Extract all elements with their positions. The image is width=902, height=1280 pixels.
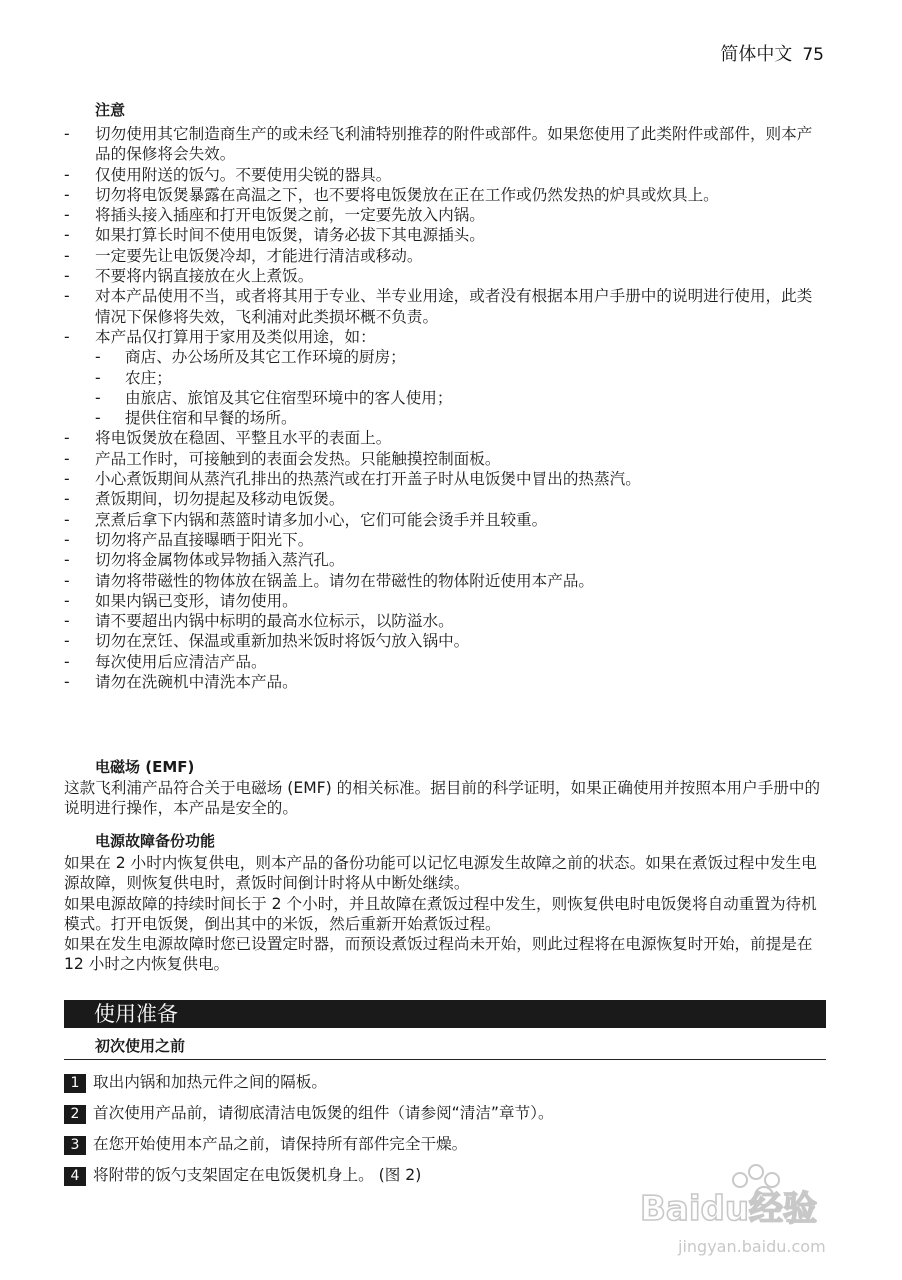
bullet-dash: -: [64, 632, 70, 651]
section-title-bar: [64, 1000, 826, 1028]
bullet-dash: -: [64, 226, 70, 245]
list-item: [64, 571, 824, 591]
bullet-dash: -: [64, 571, 70, 590]
step-number: 3: [64, 1136, 86, 1155]
list-item: [64, 449, 824, 469]
step-2: [64, 1102, 824, 1124]
emf-paragraph: 这款飞利浦产品符合关于电磁场 (EMF) 的相关标准。据目前的科学证明，如果正确使用并按照本用户手册中的说明进行操作，本产品是安全的。: [64, 779, 821, 818]
section-rule: [64, 1059, 826, 1060]
backup-paragraph-3: 如果在发生电源故障时您已设置定时器，而预设煮饭过程尚未开始，则此过程将在电源恢复时开始，前提是在 12 小时之内恢复供电。: [64, 935, 813, 974]
bullet-dash: -: [64, 327, 70, 346]
bullet-dash: -: [95, 388, 101, 407]
sub-list-item: [64, 368, 824, 388]
list-item-text: 小心煮饭期间从蒸汽孔排出的热蒸汽或在打开盖子时从电饭煲中冒出的热蒸汽。: [95, 470, 641, 489]
bullet-dash: -: [64, 429, 70, 448]
list-item: [64, 631, 824, 651]
list-item-text: 如果打算长时间不使用电饭煲，请务必拔下其电源插头。: [95, 226, 485, 245]
bullet-dash: -: [64, 673, 70, 692]
bullet-dash: -: [64, 246, 70, 265]
list-item: [64, 165, 824, 185]
list-item-text: 对本产品使用不当，或者将其用于专业、半专业用途，或者没有根据本用户手册中的说明进行使用，此类情况下保修将失效，飞利浦对此类损坏概不负责。: [95, 287, 813, 326]
watermark-brand: Baidu经验: [640, 1189, 818, 1229]
list-item-text: 每次使用后应清洁产品。: [95, 652, 267, 671]
section-subtitle: 初次使用之前: [95, 1037, 186, 1055]
sub-list-item: [64, 388, 824, 408]
list-item: [64, 185, 824, 205]
bullet-dash: -: [64, 612, 70, 631]
emf-body: [64, 778, 828, 819]
list-item: [64, 266, 824, 286]
list-item-text: 一定要先让电饭煲冷却，才能进行清洁或移动。: [95, 246, 423, 265]
list-item: [64, 428, 824, 448]
step-text: 在您开始使用本产品之前，请保持所有部件完全干燥。: [93, 1135, 468, 1153]
list-item: [64, 510, 824, 530]
list-item: [64, 469, 824, 489]
step-text: 将附带的饭勺支架固定在电饭煲机身上。 (图 2): [93, 1166, 422, 1184]
list-item-text: 提供住宿和早餐的场所。: [125, 409, 297, 428]
bullet-dash: -: [95, 368, 101, 387]
page-number: 75: [802, 45, 824, 65]
list-item-text: 切勿将产品直接曝晒于阳光下。: [95, 530, 314, 549]
step-text: 取出内锅和加热元件之间的隔板。: [93, 1073, 327, 1091]
bullet-dash: -: [64, 510, 70, 529]
watermark-logo: [640, 1158, 850, 1258]
list-item: [64, 489, 824, 509]
list-item: [64, 286, 824, 327]
list-item-text: 将插头接入插座和打开电饭煲之前，一定要先放入内锅。: [95, 206, 485, 225]
notice-heading: 注意: [95, 101, 126, 119]
step-number: 2: [64, 1105, 86, 1124]
list-item: [64, 205, 824, 225]
watermark-url: jingyan.baidu.com: [678, 1237, 826, 1256]
list-item-text: 切勿将电饭煲暴露在高温之下，也不要将电饭煲放在正在工作或仍然发热的炉具或炊具上。: [95, 185, 719, 204]
page-header: [720, 40, 824, 66]
list-item-text: 请勿在洗碗机中清洗本产品。: [95, 673, 298, 692]
list-item: [64, 591, 824, 611]
list-item: [64, 124, 824, 165]
backup-paragraph-1: 如果在 2 小时内恢复供电，则本产品的备份功能可以记忆电源发生故障之前的状态。如果在煮饭过程中发生电源故障，则恢复供电时，煮饭时间倒计时将从中断处继续。: [64, 854, 817, 893]
bullet-dash: -: [64, 470, 70, 489]
list-item-text: 切勿将金属物体或异物插入蒸汽孔。: [95, 551, 345, 570]
language-label: 简体中文: [720, 44, 793, 65]
bullet-dash: -: [64, 206, 70, 225]
step-text: 首次使用产品前，请彻底清洁电饭煲的组件（请参阅“清洁”章节）。: [93, 1104, 554, 1122]
bullet-dash: -: [64, 125, 70, 143]
bullet-dash: -: [64, 551, 70, 570]
bullet-dash: -: [64, 530, 70, 549]
list-item-text: 农庄；: [125, 368, 172, 387]
step-1: [64, 1071, 824, 1093]
list-item-text: 切勿在烹饪、保温或重新加热米饭时将饭勺放入锅中。: [95, 632, 470, 651]
list-item: [64, 672, 824, 692]
backup-paragraph-2: 如果电源故障的持续时间长于 2 个小时，并且故障在煮饭过程中发生，则恢复供电时电饭煲将自动重置为待机模式。打开电饭煲，倒出其中的米饭，然后重新开始煮饭过程。: [64, 894, 817, 933]
sub-list-item: [64, 408, 824, 428]
list-item-text: 产品工作时，可接触到的表面会发热。只能触摸控制面板。: [95, 449, 501, 468]
notice-list: [64, 124, 824, 692]
list-item: [64, 327, 824, 347]
sub-list-item: [64, 347, 824, 367]
list-item-text: 请勿将带磁性的物体放在锅盖上。请勿在带磁性的物体附近使用本产品。: [95, 571, 595, 590]
bullet-dash: -: [95, 409, 101, 428]
list-item: [64, 246, 824, 266]
bullet-dash: -: [64, 652, 70, 671]
list-item-text: 将电饭煲放在稳固、平整且水平的表面上。: [95, 429, 392, 448]
step-3: [64, 1133, 824, 1155]
list-item: [64, 225, 824, 245]
list-item-text: 煮饭期间，切勿提起及移动电饭煲。: [95, 490, 345, 509]
bullet-dash: -: [64, 287, 70, 306]
list-item-text: 切勿使用其它制造商生产的或未经飞利浦特别推荐的附件或部件。如果您使用了此类附件或部件，则本产品的保修将会失效。: [95, 125, 813, 164]
bullet-dash: -: [64, 591, 70, 610]
backup-heading: 电源故障备份功能: [95, 832, 216, 850]
list-item: [64, 652, 824, 672]
list-item-text: 商店、办公场所及其它工作环境的厨房；: [125, 348, 406, 367]
section-title: 使用准备: [94, 1002, 178, 1026]
bullet-dash: -: [95, 348, 101, 367]
list-item-text: 如果内锅已变形，请勿使用。: [95, 591, 298, 610]
list-item-text: 由旅店、旅馆及其它住宿型环境中的客人使用；: [125, 388, 453, 407]
list-item-text: 仅使用附送的饭勺。不要使用尖锐的器具。: [95, 165, 392, 184]
bullet-dash: -: [64, 267, 70, 286]
list-item: [64, 550, 824, 570]
list-item: [64, 530, 824, 550]
bullet-dash: -: [64, 185, 70, 204]
list-item-text: 烹煮后拿下内锅和蒸篮时请多加小心，它们可能会烫手并且较重。: [95, 510, 548, 529]
step-number: 4: [64, 1167, 86, 1186]
bullet-dash: -: [64, 490, 70, 509]
bullet-dash: -: [64, 449, 70, 468]
emf-heading: 电磁场 (EMF): [95, 758, 195, 776]
list-item-text: 不要将内锅直接放在火上煮饭。: [95, 267, 314, 286]
baidu-watermark: [640, 1158, 850, 1258]
step-number: 1: [64, 1074, 86, 1093]
list-item: [64, 611, 824, 631]
backup-body: [64, 853, 828, 975]
list-item-text: 本产品仅打算用于家用及类似用途，如：: [95, 327, 376, 346]
list-item-text: 请不要超出内锅中标明的最高水位标示，以防溢水。: [95, 612, 454, 631]
bullet-dash: -: [64, 165, 70, 184]
